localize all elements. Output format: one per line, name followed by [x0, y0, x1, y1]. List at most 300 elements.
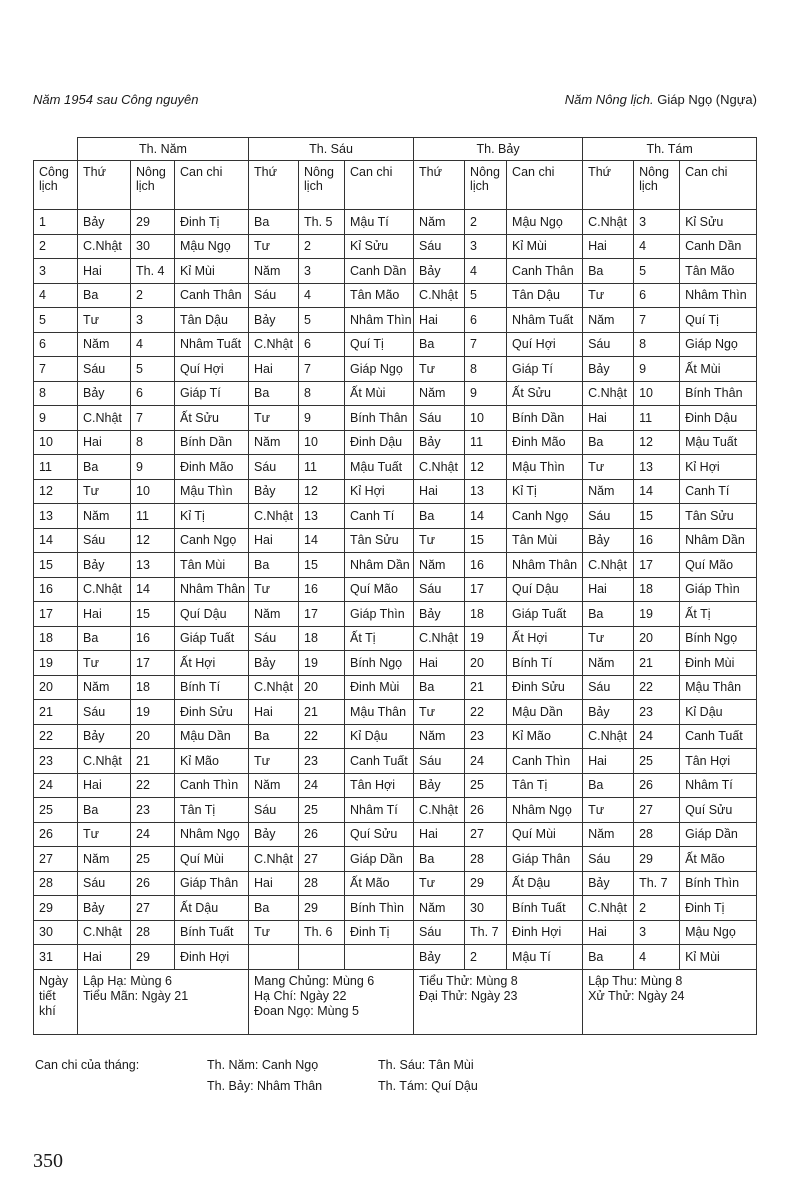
can-chi-cell: Mậu Tí	[345, 210, 414, 235]
nong-lich-cell: 27	[299, 847, 345, 872]
can-chi-cell: Ất Sửu	[175, 406, 249, 431]
can-chi-cell: Kỉ Tị	[175, 504, 249, 529]
can-chi-cell: Giáp Ngọ	[680, 332, 757, 357]
thu-cell: Ba	[583, 430, 634, 455]
thu-cell: Năm	[249, 602, 299, 627]
tiet-khi-cell	[583, 969, 757, 1034]
thu-cell: Tư	[583, 626, 634, 651]
footer-th-sau: Th. Sáu: Tân Mùi	[378, 1058, 474, 1072]
nong-lich-cell: 12	[634, 430, 680, 455]
cong-lich-day: 1	[34, 210, 78, 235]
thu-cell: C.Nhật	[249, 847, 299, 872]
nong-lich-cell: 29	[299, 896, 345, 921]
nong-lich-cell: 3	[465, 234, 507, 259]
nong-lich-cell	[299, 945, 345, 970]
can-chi-cell: Tân Dậu	[507, 283, 583, 308]
col-header-thu: Thứ	[249, 161, 299, 210]
can-chi-cell: Đinh Dậu	[680, 406, 757, 431]
nong-lich-cell: 7	[131, 406, 175, 431]
can-chi-cell: Bính Thân	[680, 381, 757, 406]
can-chi-cell: Kỉ Hợi	[345, 479, 414, 504]
can-chi-cell: Canh Thìn	[175, 773, 249, 798]
cong-lich-day: 7	[34, 357, 78, 382]
thu-cell: C.Nhật	[249, 332, 299, 357]
can-chi-cell: Quí Dậu	[507, 577, 583, 602]
nong-lich-cell: 11	[131, 504, 175, 529]
nong-lich-cell: 2	[299, 234, 345, 259]
can-chi-cell: Mậu Thìn	[507, 455, 583, 480]
nong-lich-cell: 20	[299, 675, 345, 700]
thu-cell: Sáu	[78, 528, 131, 553]
thu-cell: Sáu	[583, 675, 634, 700]
can-chi-cell: Giáp Thìn	[345, 602, 414, 627]
cong-lich-day: 26	[34, 822, 78, 847]
can-chi-cell: Đinh Tị	[680, 896, 757, 921]
can-chi-cell: Tân Hợi	[680, 749, 757, 774]
thu-cell: Tư	[583, 283, 634, 308]
nong-lich-cell: 24	[465, 749, 507, 774]
thu-cell: Hai	[583, 749, 634, 774]
nong-lich-cell: 5	[131, 357, 175, 382]
nong-lich-cell: 27	[131, 896, 175, 921]
nong-lich-cell: 15	[131, 602, 175, 627]
can-chi-cell: Canh Thìn	[507, 749, 583, 774]
nong-lich-cell: 24	[299, 773, 345, 798]
thu-cell: Tư	[583, 798, 634, 823]
thu-cell: Tư	[249, 920, 299, 945]
can-chi-cell: Nhâm Tí	[345, 798, 414, 823]
nong-lich-cell: 5	[465, 283, 507, 308]
nong-lich-cell: 4	[634, 234, 680, 259]
thu-cell: C.Nhật	[249, 504, 299, 529]
can-chi-cell: Giáp Tuất	[175, 626, 249, 651]
nong-lich-cell: 29	[465, 871, 507, 896]
thu-cell: Ba	[414, 847, 465, 872]
thu-cell: Hai	[249, 700, 299, 725]
thu-cell: C.Nhật	[414, 798, 465, 823]
nong-lich-cell: 9	[131, 455, 175, 480]
table-row	[34, 357, 757, 382]
can-chi-cell: Giáp Thìn	[680, 577, 757, 602]
lunar-year-title: Năm Nông lịch. Giáp Ngọ (Ngựa)	[564, 92, 757, 107]
cong-lich-day: 14	[34, 528, 78, 553]
can-chi-cell: Kỉ Tị	[507, 479, 583, 504]
table-row	[34, 308, 757, 333]
nong-lich-cell: 8	[299, 381, 345, 406]
thu-cell: Hai	[78, 259, 131, 284]
thu-cell: Sáu	[414, 920, 465, 945]
can-chi-cell: Bính Tuất	[507, 896, 583, 921]
col-header-cong-lich: Công lịch	[34, 161, 78, 210]
month-header-8: Th. Tám	[583, 138, 757, 161]
can-chi-cell: Bính Tí	[175, 675, 249, 700]
nong-lich-cell: 4	[634, 945, 680, 970]
can-chi-cell: Quí Mão	[345, 577, 414, 602]
nong-lich-cell: 28	[634, 822, 680, 847]
nong-lich-cell: Th. 4	[131, 259, 175, 284]
tiet-khi-entry: Xử Thử: Ngày 24	[588, 988, 685, 1003]
thu-cell: Tư	[249, 749, 299, 774]
can-chi-cell: Đinh Hợi	[507, 920, 583, 945]
can-chi-cell: Quí Sửu	[680, 798, 757, 823]
nong-lich-cell: 11	[299, 455, 345, 480]
can-chi-cell: Đinh Mùi	[680, 651, 757, 676]
col-header-can-chi: Can chi	[680, 161, 757, 210]
can-chi-cell: Mậu Dần	[175, 724, 249, 749]
nong-lich-cell: 14	[131, 577, 175, 602]
can-chi-cell: Mậu Dần	[507, 700, 583, 725]
cong-lich-day: 20	[34, 675, 78, 700]
month-header-5: Th. Năm	[78, 138, 249, 161]
thu-cell: Ba	[583, 945, 634, 970]
thu-cell: Hai	[78, 945, 131, 970]
cong-lich-day: 16	[34, 577, 78, 602]
nong-lich-cell: 26	[131, 871, 175, 896]
can-chi-cell: Ất Tị	[345, 626, 414, 651]
table-row	[34, 724, 757, 749]
thu-cell: Hai	[414, 479, 465, 504]
can-chi-cell: Đinh Mùi	[345, 675, 414, 700]
can-chi-cell: Mậu Tuất	[345, 455, 414, 480]
can-chi-cell: Bính Dần	[507, 406, 583, 431]
tiet-khi-cell	[78, 969, 249, 1034]
can-chi-cell: Tân Hợi	[345, 773, 414, 798]
can-chi-cell: Giáp Thân	[507, 847, 583, 872]
can-chi-cell: Ất Mão	[345, 871, 414, 896]
table-row	[34, 749, 757, 774]
table-row	[34, 920, 757, 945]
tiet-khi-entry: Tiểu Mãn: Ngày 21	[83, 988, 189, 1003]
nong-lich-cell: 27	[634, 798, 680, 823]
thu-cell: Sáu	[249, 626, 299, 651]
can-chi-cell: Tân Mão	[345, 283, 414, 308]
nong-lich-cell: Th. 6	[299, 920, 345, 945]
nong-lich-cell: 5	[634, 259, 680, 284]
thu-cell: Hai	[249, 528, 299, 553]
tiet-khi-entry: Đại Thử: Ngày 23	[419, 988, 518, 1003]
nong-lich-cell: 4	[131, 332, 175, 357]
cong-lich-day: 23	[34, 749, 78, 774]
can-chi-cell: Quí Tị	[680, 308, 757, 333]
can-chi-cell: Ất Dậu	[175, 896, 249, 921]
can-chi-cell: Kỉ Mùi	[175, 259, 249, 284]
thu-cell: Hai	[78, 602, 131, 627]
footer-th-tam: Th. Tám: Quí Dậu	[378, 1079, 478, 1093]
nong-lich-cell: 11	[465, 430, 507, 455]
cong-lich-day: 25	[34, 798, 78, 823]
month-can-chi-footer	[35, 1058, 755, 1106]
nong-lich-cell: 17	[299, 602, 345, 627]
can-chi-cell: Ất Hợi	[507, 626, 583, 651]
thu-cell: Năm	[249, 773, 299, 798]
table-row	[34, 234, 757, 259]
thu-cell: Tư	[78, 651, 131, 676]
can-chi-cell: Nhâm Ngọ	[175, 822, 249, 847]
thu-cell: Bảy	[583, 871, 634, 896]
nong-lich-cell: 3	[634, 920, 680, 945]
can-chi-cell: Bính Dần	[175, 430, 249, 455]
table-row	[34, 528, 757, 553]
nong-lich-cell: 12	[299, 479, 345, 504]
nong-lich-cell: 13	[299, 504, 345, 529]
thu-cell: Sáu	[414, 749, 465, 774]
can-chi-cell: Giáp Ngọ	[345, 357, 414, 382]
can-chi-cell: Quí Tị	[345, 332, 414, 357]
footer-th-nam: Th. Năm: Canh Ngọ	[207, 1058, 319, 1072]
nong-lich-cell: 10	[131, 479, 175, 504]
nong-lich-cell: 9	[299, 406, 345, 431]
nong-lich-cell: 21	[299, 700, 345, 725]
can-chi-cell: Kỉ Dậu	[345, 724, 414, 749]
can-chi-cell: Đinh Tị	[345, 920, 414, 945]
can-chi-cell: Quí Hợi	[175, 357, 249, 382]
cong-lich-day: 12	[34, 479, 78, 504]
thu-cell: C.Nhật	[78, 577, 131, 602]
nong-lich-cell: 14	[634, 479, 680, 504]
col-header-nong-lich: Nông lịch	[131, 161, 175, 210]
table-row	[34, 871, 757, 896]
nong-lich-cell: 12	[465, 455, 507, 480]
corner-cell	[34, 138, 78, 161]
thu-cell: Tư	[78, 822, 131, 847]
thu-cell: Ba	[583, 602, 634, 627]
table-row	[34, 700, 757, 725]
cong-lich-day: 31	[34, 945, 78, 970]
nong-lich-cell: 13	[131, 553, 175, 578]
nong-lich-cell: 6	[131, 381, 175, 406]
thu-cell: Bảy	[583, 700, 634, 725]
cong-lich-day: 15	[34, 553, 78, 578]
nong-lich-cell: 23	[131, 798, 175, 823]
nong-lich-cell: 23	[465, 724, 507, 749]
nong-lich-cell: 16	[299, 577, 345, 602]
thu-cell: Ba	[249, 553, 299, 578]
nong-lich-cell: 15	[634, 504, 680, 529]
thu-cell: C.Nhật	[78, 920, 131, 945]
table-row	[34, 259, 757, 284]
can-chi-cell: Quí Mùi	[507, 822, 583, 847]
thu-cell: Năm	[249, 430, 299, 455]
thu-cell: Tư	[78, 308, 131, 333]
thu-cell: Tư	[249, 577, 299, 602]
table-row	[34, 504, 757, 529]
tiet-khi-entry: Hạ Chí: Ngày 22	[254, 988, 347, 1003]
thu-cell: Bảy	[78, 896, 131, 921]
tiet-khi-entry: Lập Thu: Mùng 8	[588, 973, 683, 988]
thu-cell: Ba	[414, 675, 465, 700]
can-chi-cell: Nhâm Thân	[507, 553, 583, 578]
lunar-year-label: Năm Nông lịch	[564, 92, 651, 107]
table-row	[34, 651, 757, 676]
month-header-row	[34, 138, 757, 161]
thu-cell: C.Nhật	[583, 210, 634, 235]
footer-th-bay: Th. Bảy: Nhâm Thân	[207, 1079, 323, 1093]
col-header-thu: Thứ	[583, 161, 634, 210]
table-row	[34, 847, 757, 872]
column-header-row	[34, 161, 757, 210]
can-chi-cell: Canh Thân	[175, 283, 249, 308]
thu-cell: Hai	[583, 920, 634, 945]
thu-cell: Hai	[414, 651, 465, 676]
thu-cell: Ba	[583, 259, 634, 284]
can-chi-cell: Quí Mùi	[175, 847, 249, 872]
can-chi-cell: Tân Mùi	[175, 553, 249, 578]
thu-cell: Sáu	[78, 357, 131, 382]
can-chi-cell: Kỉ Sửu	[680, 210, 757, 235]
can-chi-cell: Nhâm Tuất	[175, 332, 249, 357]
col-header-nong-lich: Nông lịch	[634, 161, 680, 210]
nong-lich-cell: 25	[299, 798, 345, 823]
nong-lich-cell: 9	[634, 357, 680, 382]
thu-cell: Ba	[249, 896, 299, 921]
thu-cell: Sáu	[414, 234, 465, 259]
nong-lich-cell: 24	[634, 724, 680, 749]
nong-lich-cell: 11	[634, 406, 680, 431]
can-chi-cell: Canh Tí	[345, 504, 414, 529]
calendar-table	[33, 137, 757, 1035]
can-chi-cell: Mậu Ngọ	[680, 920, 757, 945]
thu-cell: Bảy	[583, 357, 634, 382]
thu-cell: Năm	[414, 210, 465, 235]
can-chi-cell: Tân Tị	[507, 773, 583, 798]
cong-lich-day: 28	[34, 871, 78, 896]
thu-cell: Hai	[583, 406, 634, 431]
can-chi-cell: Bính Ngọ	[345, 651, 414, 676]
thu-cell: C.Nhật	[414, 455, 465, 480]
table-row	[34, 675, 757, 700]
nong-lich-cell: 20	[131, 724, 175, 749]
thu-cell: Bảy	[78, 553, 131, 578]
can-chi-cell: Tân Dậu	[175, 308, 249, 333]
nong-lich-cell: 7	[465, 332, 507, 357]
nong-lich-cell: 15	[465, 528, 507, 553]
table-row	[34, 553, 757, 578]
can-chi-cell: Quí Sửu	[345, 822, 414, 847]
nong-lich-cell: 17	[465, 577, 507, 602]
thu-cell: Bảy	[249, 651, 299, 676]
can-chi-cell: Ất Mùi	[345, 381, 414, 406]
month-header-6: Th. Sáu	[249, 138, 414, 161]
nong-lich-cell: 9	[465, 381, 507, 406]
can-chi-cell: Bính Tí	[507, 651, 583, 676]
nong-lich-cell: 5	[299, 308, 345, 333]
table-row	[34, 626, 757, 651]
nong-lich-cell: 3	[634, 210, 680, 235]
thu-cell: Bảy	[414, 259, 465, 284]
nong-lich-cell: 8	[131, 430, 175, 455]
cong-lich-day: 13	[34, 504, 78, 529]
nong-lich-cell: 29	[131, 210, 175, 235]
table-row	[34, 381, 757, 406]
nong-lich-cell: 29	[634, 847, 680, 872]
lunar-year-value: Giáp Ngọ (Ngựa)	[657, 92, 757, 107]
table-row	[34, 822, 757, 847]
nong-lich-cell: 18	[634, 577, 680, 602]
tiet-khi-entry: Tiểu Thử: Mùng 8	[419, 973, 518, 988]
nong-lich-cell: 14	[465, 504, 507, 529]
can-chi-cell: Ất Dậu	[507, 871, 583, 896]
can-chi-cell: Bính Thân	[345, 406, 414, 431]
can-chi-cell: Kỉ Sửu	[345, 234, 414, 259]
thu-cell: Ba	[249, 210, 299, 235]
page-header	[33, 92, 757, 114]
tiet-khi-entry: Đoan Ngọ: Mùng 5	[254, 1003, 359, 1018]
can-chi-cell: Mậu Thân	[345, 700, 414, 725]
nong-lich-cell: 4	[465, 259, 507, 284]
can-chi-cell: Tân Sửu	[345, 528, 414, 553]
nong-lich-cell: 28	[299, 871, 345, 896]
thu-cell: Tư	[249, 234, 299, 259]
nong-lich-cell: 19	[131, 700, 175, 725]
can-chi-cell: Canh Tuất	[345, 749, 414, 774]
thu-cell: Bảy	[78, 210, 131, 235]
thu-cell: C.Nhật	[78, 234, 131, 259]
nong-lich-cell: 2	[634, 896, 680, 921]
thu-cell: Bảy	[414, 602, 465, 627]
cong-lich-day: 30	[34, 920, 78, 945]
thu-cell: Sáu	[583, 332, 634, 357]
nong-lich-cell: 17	[131, 651, 175, 676]
can-chi-cell: Đinh Mão	[507, 430, 583, 455]
can-chi-cell: Canh Thân	[507, 259, 583, 284]
can-chi-cell: Bính Thìn	[345, 896, 414, 921]
can-chi-cell: Canh Tí	[680, 479, 757, 504]
col-header-thu: Thứ	[78, 161, 131, 210]
can-chi-cell: Quí Hợi	[507, 332, 583, 357]
thu-cell: Năm	[414, 553, 465, 578]
can-chi-cell: Đinh Tị	[175, 210, 249, 235]
can-chi-cell: Giáp Tí	[507, 357, 583, 382]
nong-lich-cell: 19	[465, 626, 507, 651]
can-chi-cell: Ất Sửu	[507, 381, 583, 406]
nong-lich-cell: Th. 5	[299, 210, 345, 235]
nong-lich-cell: 12	[131, 528, 175, 553]
nong-lich-cell: 21	[634, 651, 680, 676]
nong-lich-cell: 21	[465, 675, 507, 700]
tiet-khi-cell	[249, 969, 414, 1034]
thu-cell: C.Nhật	[78, 749, 131, 774]
table-row	[34, 945, 757, 970]
thu-cell: Bảy	[249, 822, 299, 847]
can-chi-cell: Đinh Sửu	[175, 700, 249, 725]
can-chi-cell: Đinh Mão	[175, 455, 249, 480]
table-row	[34, 210, 757, 235]
thu-cell: Sáu	[414, 406, 465, 431]
table-row	[34, 479, 757, 504]
thu-cell: Sáu	[583, 847, 634, 872]
gregorian-year-title: Năm 1954 sau Công nguyên	[33, 92, 199, 107]
nong-lich-cell: 8	[465, 357, 507, 382]
can-chi-cell: Bính Tuất	[175, 920, 249, 945]
table-row	[34, 406, 757, 431]
nong-lich-cell: 10	[634, 381, 680, 406]
cong-lich-day: 22	[34, 724, 78, 749]
can-chi-cell: Đinh Dậu	[345, 430, 414, 455]
tiet-khi-entry: Lập Hạ: Mùng 6	[83, 973, 172, 988]
thu-cell: C.Nhật	[414, 626, 465, 651]
thu-cell: Năm	[78, 332, 131, 357]
nong-lich-cell: 13	[465, 479, 507, 504]
cong-lich-day: 8	[34, 381, 78, 406]
nong-lich-cell: 30	[131, 234, 175, 259]
nong-lich-cell: 10	[465, 406, 507, 431]
can-chi-cell: Mậu Ngọ	[175, 234, 249, 259]
can-chi-cell: Giáp Dần	[345, 847, 414, 872]
nong-lich-cell: 29	[131, 945, 175, 970]
thu-cell: Năm	[583, 308, 634, 333]
thu-cell: Hai	[78, 773, 131, 798]
nong-lich-cell: 18	[465, 602, 507, 627]
